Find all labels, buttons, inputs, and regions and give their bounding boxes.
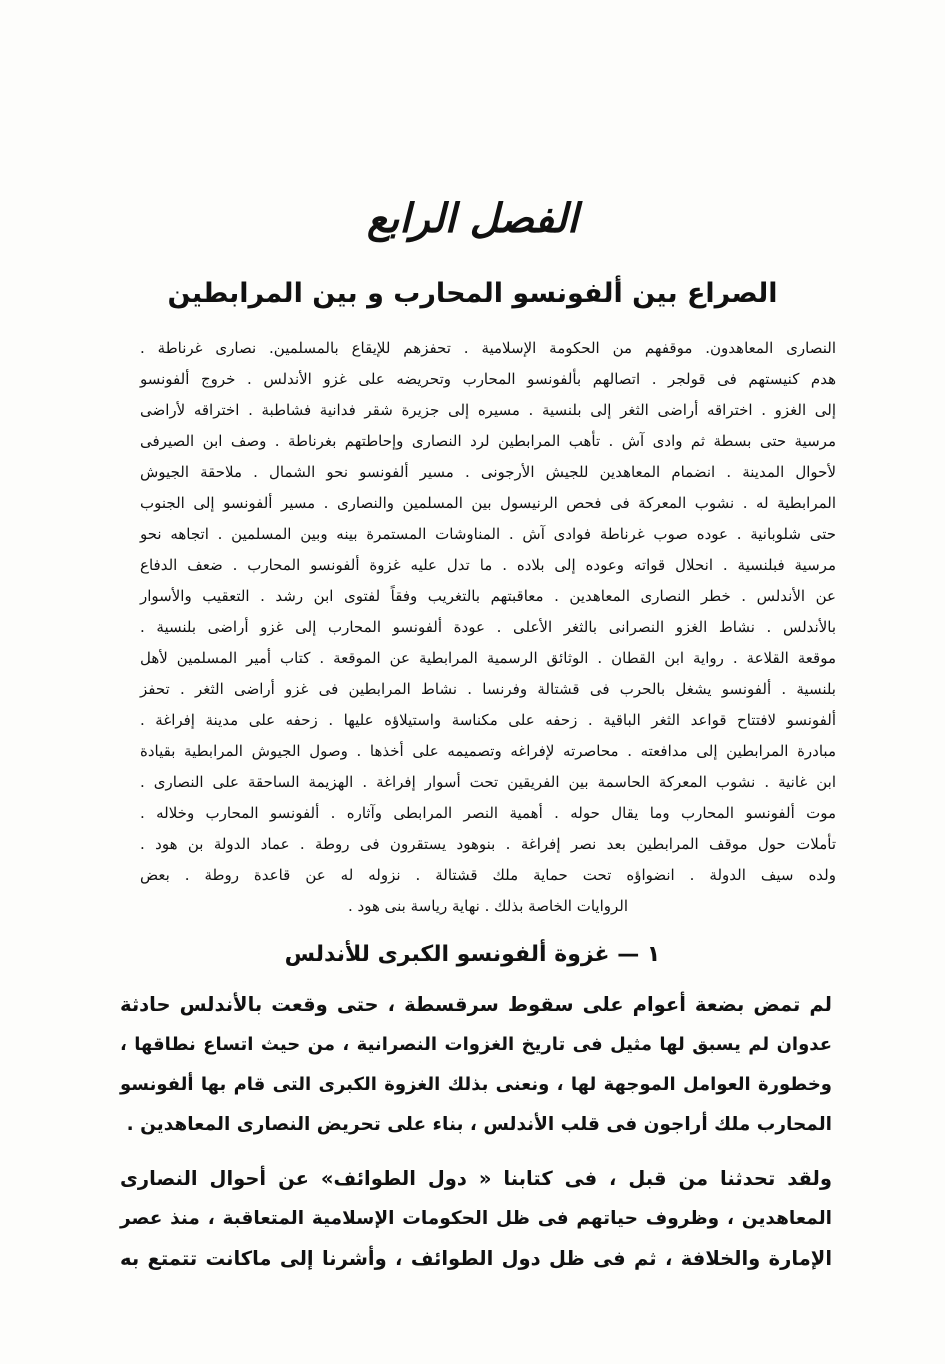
body-line: ولقد تحدثنا من قبل ، فى كتابنا « دول الطوائف» عن أحوال النصارى [120,1167,832,1190]
body-line: المعاهدين ، وظروف حياتهم فى ظل الحكومات الإسلامية المتعاقبة ، منذ عصر [120,1208,832,1229]
body-text [120,985,832,1279]
synopsis-line: موقعة القلاعة . رواية ابن القطان . الوثائق الرسمية المرابطية عن الموقعة . كتاب أمير المسلمين لأهل [140,649,836,667]
synopsis-line: مبادرة المرابطين إلى مدافعته . محاصرته لإفراغه وتصميمه على أخذها . وصول الجيوش المرابطية بقيادة [140,742,836,760]
body-line: المحارب ملك أراجون فى قلب الأندلس ، بناء على تحريض النصارى المعاهدين . [126,1114,832,1135]
chapter-synopsis [140,333,836,922]
synopsis-line: لأحوال المدينة . انضمام المعاهدين للجيش الأرجونى . مسير ألفونسو نحو الشمال . ملاحقة الجيوش [140,463,836,481]
synopsis-line: مرسية حتى بسطة ثم وادى آش . تأهب المرابطين لرد النصارى وإحاطتهم بغرناطة . وصف ابن الصيرفى [140,432,836,450]
chapter-subtitle: الصراع بين ألفونسو المحارب و بين المرابطين [167,278,778,309]
synopsis-line: عن الأندلس . خطر النصارى المعاهدين . معاقبتهم بالتغريب وفقاً لفتوى ابن رشد . التعقيب والأسوار [140,587,836,605]
section-heading: ١ — غزوة ألفونسو الكبرى للأندلس [284,942,661,967]
synopsis-line: موت ألفونسو المحارب وما يقال حوله . أهمية النصر المرابطى وآثاره . ألفونسو المحارب وخلاله . [140,804,836,822]
synopsis-line: النصارى المعاهدون. موقفهم من الحكومة الإسلامية . تحفزهم للإيقاع بالمسلمين. نصارى غرناطة . [140,339,836,357]
synopsis-line: مرسية فبلنسية . انحلال قواته وعوده إلى بلاده . ما تدل عليه غزوة ألفونسو المحارب . ضعف الدفاع [140,556,836,574]
synopsis-line: المرابطية له . نشوب المعركة فى فحص الرنيسول بين المسلمين والنصارى . مسير ألفونسو إلى الجنوب [140,494,836,512]
synopsis-line: ابن غانية . نشوب المعركة الحاسمة بين الفريقين تحت أسوار إفراغة . الهزيمة الساحقة على النصارى . [140,773,836,791]
body-line: الإمارة والخلافة ، ثم فى ظل دول الطوائف ، وأشرنا إلى ماكانت تتمتع به [120,1247,832,1270]
synopsis-line: تأملات حول موقف المرابطين بعد نصر إفراغة . بنوهود يستقرون فى روطة . عماد الدولة بن هود . [140,835,836,853]
synopsis-line: ولده سيف الدولة . انضواؤه تحت حماية ملك قشتالة . نزوله له عن قاعدة روطة . بعض [140,866,836,884]
body-line: وخطورة العوامل الموجهة لها ، ونعنى بذلك الغزوة الكبرى التى قام بها ألفونسو [120,1074,832,1095]
paragraph [120,985,832,1145]
synopsis-line: الروايات الخاصة بذلك . نهاية رياسة بنى هود . [347,897,629,915]
paragraph [120,1159,832,1279]
body-line: عدوان لم يسبق لها مثيل فى تاريخ الغزوات النصرانية ، من حيث اتساع نطاقها ، [120,1034,832,1055]
synopsis-line: بلنسية . ألفونسو يشغل بالحرب فى قشتالة وفرنسا . نشاط المرابطين فى غزو أراضى الثغر . تحفز [140,680,836,698]
chapter-title: الفصل الرابع [366,196,579,242]
synopsis-line: إلى الغزو . اختراقه أراضى الثغر إلى بلنسية . مسيره إلى جزيرة شقر فدانية فشاطبة . اختراقه لأراضى [140,401,836,419]
body-line: لم تمض بضعة أعوام على سقوط سرقسطة ، حتى وقعت بالأندلس حادثة [120,993,832,1016]
synopsis-line: بالأندلس . نشاط الغزو النصرانى بالثغر الأعلى . عودة ألفونسو المحارب إلى غزو أراضى بلنسية . [140,618,836,636]
synopsis-line: حتى شلوبانية . عوده صوب غرناطة فوادى آش . المناوشات المستمرة بينه وبين المسلمين . اتجاهه نحو [140,525,836,543]
synopsis-line: ألفونسو لافتتاح قواعد الثغر الباقية . زحفه على مكناسة واستيلاؤه عليها . زحفه على مدينة إفراغة . [140,711,836,729]
synopsis-line: هدم كنيستهم فى قولجر . اتصالهم بألفونسو المحارب وتحريضه على غزو الأندلس . خروج ألفونسو [140,370,836,388]
